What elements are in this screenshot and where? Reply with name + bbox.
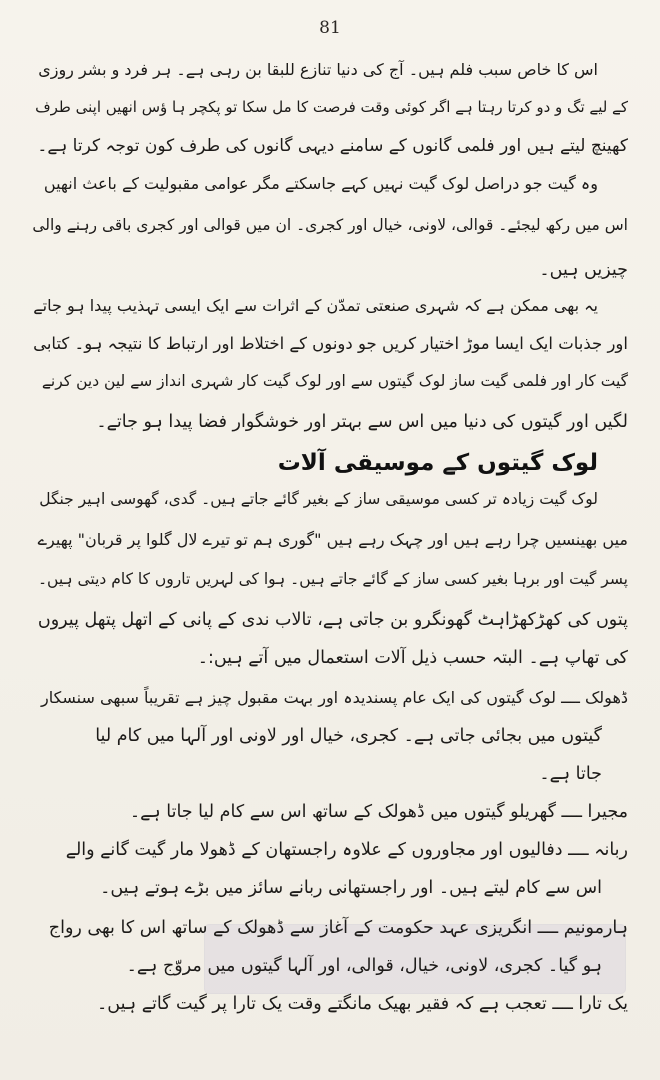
paragraph-line: اور جذبات ایک ایسا موڑ اختیار کریں جو دونوں کے اختلاط اور ارتباط کا نتیجہ ہو۔ کتابی (33, 334, 628, 353)
paragraph-line: پتوں کی کھڑکھڑاہٹ گھونگرو بن جاتی ہے، تالاب ندی کے پانی کے اتھل پتھل پیروں (37, 610, 628, 630)
paragraph-line: لگیں اور گیتوں کی دنیا میں اس سے بہتر اور خوشگوار فضا پیدا ہو جاتے۔ (96, 412, 628, 432)
paragraph-line: پسر گیت اور برہا بغیر کسی ساز کے گائے جاتے ہیں۔ ہوا کی لہریں تاروں کا کام دیتی ہیں۔ (37, 570, 628, 588)
instrument-entry: مجیرا ــــ گھریلو گیتوں میں ڈھولک کے ساتھ اس سے کام لیا جاتا ہے۔ (129, 802, 628, 822)
paragraph-line: اس میں رکھ لیجئے۔ قوالی، لاونی، خیال اور کجری۔ ان میں قوالی اور کجری باقی رہنے والی (32, 216, 628, 234)
paragraph-line: یہ بھی ممکن ہے کہ شہری صنعتی تمدّن کے اثرات سے ایک ایسی تہذیب پیدا ہو جاتے (33, 296, 598, 315)
paragraph-line: چیزیں ہیں۔ (539, 260, 628, 280)
paragraph-line: کے لیے تگ و دو کرتا رہتا ہے اگر کوئی وقت فرصت کا مل سکا تو پکچر ہا ؤس انھیں اپنی طرف (35, 98, 628, 116)
instrument-entry-continued: جاتا ہے۔ (539, 764, 602, 784)
paragraph-line: اس کا خاص سبب فلم ہیں۔ آج کی دنیا تنازع للبقا بن رہی ہے۔ ہر فرد و بشر روزی (38, 60, 598, 79)
instrument-entry-continued: ہو گیا۔ کجری، لاونی، خیال، قوالی، اور آلہا گیتوں میں مروّج ہے۔ (126, 956, 602, 976)
paragraph-line: میں بھینسیں چرا رہے ہیں اور چہک رہے ہیں "گوری ہم تو تیرے لال گلوا پر قربان" پھیرے (37, 530, 628, 549)
paragraph-line: لوک گیت زیادہ تر کسی موسیقی ساز کے بغیر گائے جاتے ہیں۔ گدی، گھوسی اہیر جنگل (39, 490, 598, 508)
instrument-entry: ہارمونیم ــــ انگریزی عہد حکومت کے آغاز سے ڈھولک کے ساتھ اس کا بھی رواج (48, 918, 628, 938)
instrument-entry-continued: گیتوں میں بجائی جاتی ہے۔ کجری، خیال اور لاونی اور آلہا میں کام لیا (95, 726, 602, 746)
paragraph-line: کھینچ لیتے ہیں اور فلمی گانوں کے سامنے دیہی گانوں کی طرف کون توجہ کرتا ہے۔ (37, 136, 628, 156)
section-heading: لوک گیتوں کے موسیقی آلات (277, 450, 598, 476)
instrument-entry-continued: اس سے کام لیتے ہیں۔ اور راجستھانی ربانے سائز میں بڑے ہوتے ہیں۔ (100, 878, 602, 898)
paragraph-line: کی تھاپ ہے۔ البتہ حسب ذیل آلات استعمال میں آتے ہیں:۔ (197, 648, 628, 668)
instrument-entry: یک تارا ــــ تعجب ہے کہ فقیر بھیک مانگتے وقت یک تارا پر گیت گاتے ہیں۔ (97, 994, 628, 1014)
paragraph-line: گیت کار اور فلمی گیت ساز لوک گیتوں سے اور لوک گیت کار شہری انداز سے لین دین کرنے (41, 372, 628, 390)
paragraph-line: وہ گیت جو دراصل لوک گیت نہیں کہے جاسکتے مگر عوامی مقبولیت کے باعث انھیں (43, 174, 598, 193)
page-number: 81 (319, 18, 341, 38)
instrument-entry: ربانہ ــــ دفالیوں اور مجاوروں کے علاوہ راجستھان کے ڈھولا مار گیت گانے والے (65, 840, 628, 860)
instrument-entry: ڈھولک ــــ لوک گیتوں کی ایک عام پسندیدہ اور بہت مقبول چیز ہے تقریباً سبھی سنسکار (40, 688, 628, 707)
